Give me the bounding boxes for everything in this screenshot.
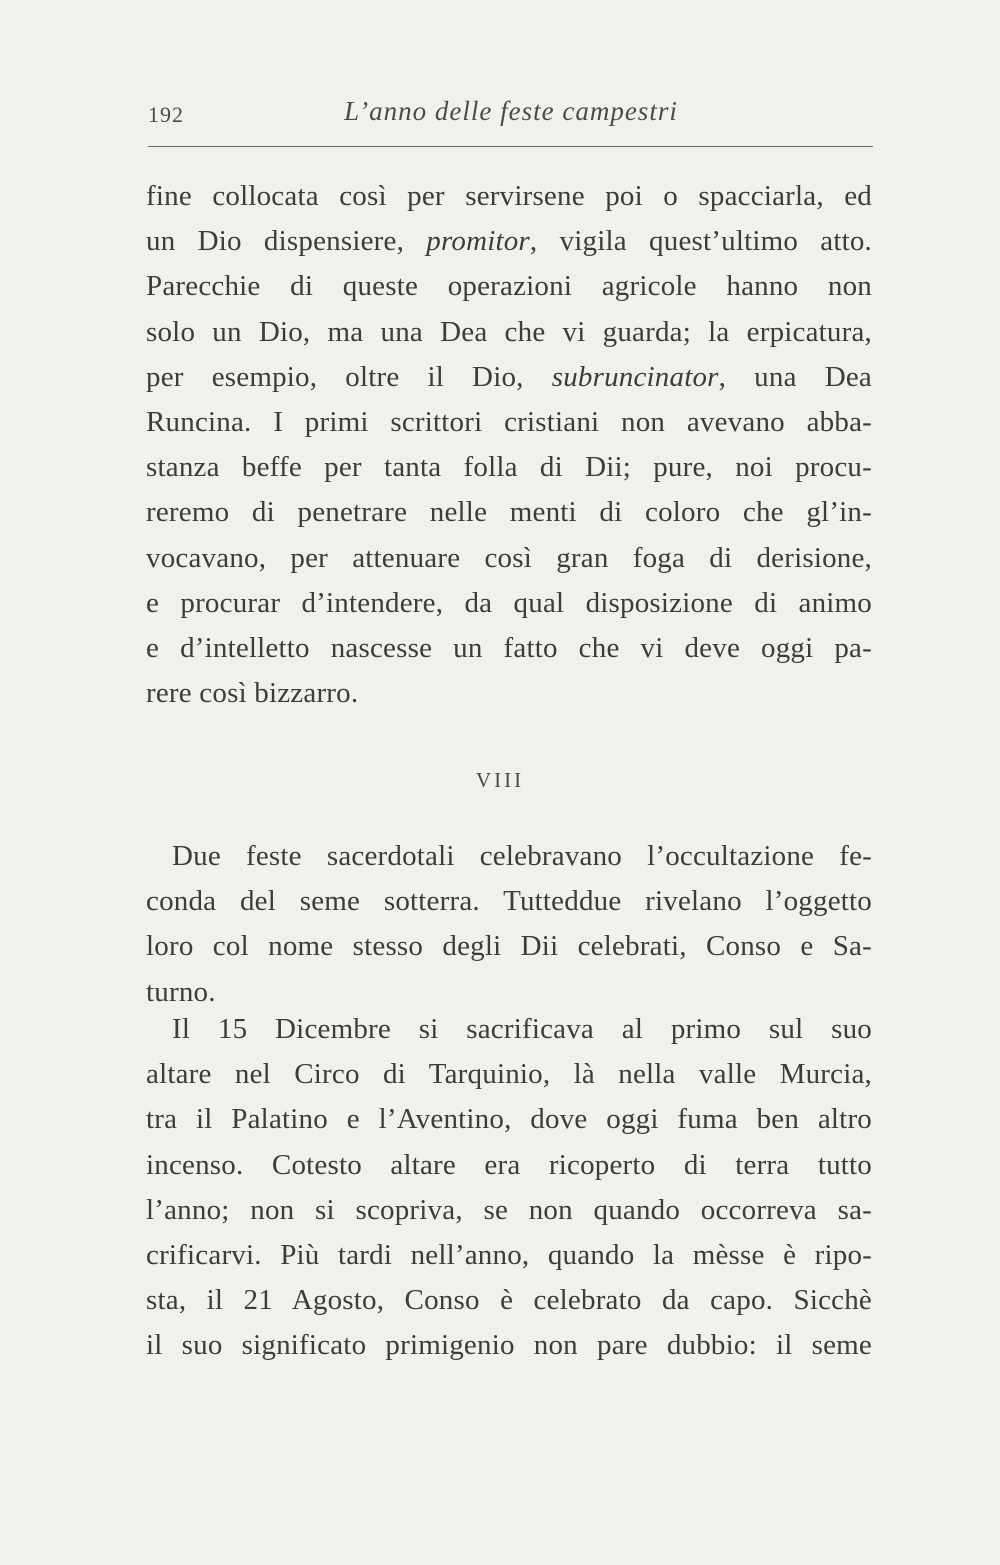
text-line: Il 15 Dicembre si sacrificava al primo sul suo xyxy=(172,1013,872,1045)
text-line: solo un Dio, ma una Dea che vi guarda; la erpicatura, xyxy=(146,315,872,348)
text-fragment: , vigila quest’ultimo atto. xyxy=(529,225,872,258)
text-line: conda del seme sotterra. Tutteddue rivelano l’oggetto xyxy=(146,885,872,918)
text-line: reremo di penetrare nelle menti di coloro che gl’in- xyxy=(146,496,872,529)
running-title: L’anno delle feste campestri xyxy=(344,96,678,126)
text-line: Due feste sacerdotali celebravano l’occultazione fe- xyxy=(172,840,872,872)
text-line: loro col nome stesso degli Dii celebrati, Conso e Sa- xyxy=(146,930,872,963)
latin-term: subruncinator xyxy=(551,360,719,393)
text-line: crificarvi. Più tardi nell’anno, quando la mèsse è ripo- xyxy=(146,1239,872,1272)
text-line: rere così bizzarro. xyxy=(146,677,359,710)
text-line: vocavano, per attenuare così gran foga di derisione, xyxy=(146,541,872,574)
text-line: e procurar d’intendere, da qual disposizione di animo xyxy=(146,586,872,619)
text-line: Runcina. I primi scrittori cristiani non avevano abba- xyxy=(146,406,872,439)
text-line: e d’intelletto nascesse un fatto che vi deve oggi pa- xyxy=(146,632,872,665)
text-fragment: un Dio dispensiere, xyxy=(146,225,405,258)
text-line: l’anno; non si scopriva, se non quando occorreva sa- xyxy=(146,1193,872,1226)
text-line: tra il Palatino e l’Aventino, dove oggi fuma ben altro xyxy=(146,1103,872,1136)
text-line: altare nel Circo di Tarquinio, là nella valle Murcia, xyxy=(146,1058,872,1091)
text-line xyxy=(146,355,872,400)
text-line: sta, il 21 Agosto, Conso è celebrato da capo. Sicchè xyxy=(146,1284,872,1317)
paragraph xyxy=(146,1007,872,1369)
text-line: Parecchie di queste operazioni agricole hanno non xyxy=(146,270,872,303)
section-heading: VIII xyxy=(475,768,525,792)
text-line: stanza beffe per tanta folla di Dii; pure, noi procu- xyxy=(146,451,872,484)
text-line: incenso. Cotesto altare era ricoperto di terra tutto xyxy=(146,1148,872,1181)
text-fragment: , una Dea xyxy=(718,360,873,393)
text-fragment: per esempio, oltre il Dio, xyxy=(146,360,524,393)
paragraph-continuation xyxy=(146,174,872,716)
page-number: 192 xyxy=(148,102,184,127)
text-line xyxy=(146,219,872,264)
latin-term: promitor xyxy=(426,225,530,258)
text-line: turno. xyxy=(146,975,216,1008)
text-line: il suo significato primigenio non pare dubbio: il seme xyxy=(146,1329,872,1362)
text-line: fine collocata così per servirsene poi o spacciarla, ed xyxy=(146,180,872,212)
paragraph xyxy=(146,834,872,1015)
page-header xyxy=(148,96,870,136)
header-rule xyxy=(148,146,873,147)
